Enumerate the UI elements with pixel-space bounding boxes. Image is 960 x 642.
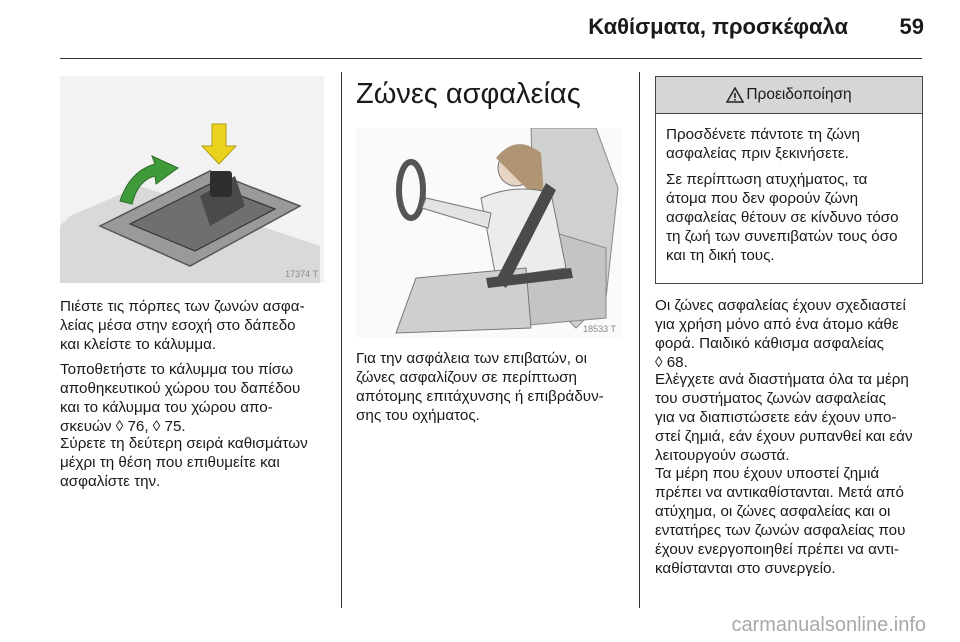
warning-triangle-icon [726, 87, 744, 103]
text-line: Τοποθετήστε το κάλυμμα του πίσω [60, 361, 294, 378]
page-header-title: Καθίσματα, προσκέφαλα [588, 14, 848, 39]
text-line: στεί ζημιά, εάν έχουν ρυπανθεί και εάν [655, 428, 913, 445]
right-paragraph-3 [655, 464, 931, 578]
text-line: ασφαλείας θέτουν σε κίνδυνο τόσο [666, 209, 899, 226]
text-line: ασφαλείας πριν ξεκινήσετε. [666, 145, 849, 162]
floor-cover-figure [60, 76, 324, 283]
text-line: και κλείστε το κάλυμμα. [60, 336, 217, 353]
middle-paragraph [356, 349, 628, 425]
right-paragraph-2 [655, 370, 931, 465]
left-paragraph-2 [60, 360, 332, 436]
text-line: πρέπει να αντικαθίστανται. Μετά από [655, 484, 904, 501]
text-line: για να διαπιστώσετε εάν έχουν υπο- [655, 409, 897, 426]
section-title: Ζώνες ασφαλείας [356, 78, 581, 110]
text-line: Προσδένετε πάντοτε τη ζώνη [666, 126, 860, 143]
warning-paragraph-1 [666, 125, 916, 163]
text-line: φορά. Παιδικό κάθισμα ασφαλείας [655, 335, 884, 352]
floor-cover-illustration [60, 76, 324, 283]
text-line: λειτουργούν σωστά. [655, 447, 790, 464]
text-line: μέχρι τη θέση που επιθυμείτε και [60, 454, 280, 471]
column-divider-left [341, 72, 342, 608]
text-line: του συστήματος ζωνών ασφαλείας [655, 390, 886, 407]
text-line: εντατήρες των ζωνών ασφαλείας που [655, 522, 906, 539]
text-line: σκευών ◊ 76, ◊ 75. [60, 418, 186, 435]
text-line: για χρήση μόνο από ένα άτομο κάθε [655, 316, 899, 333]
text-line: και τη δική τους. [666, 247, 775, 264]
text-line: ατύχημα, οι ζώνες ασφαλείας και οι [655, 503, 891, 520]
text-line: Ελέγχετε ανά διαστήματα όλα τα μέρη [655, 371, 909, 388]
text-line: Τα μέρη που έχουν υποστεί ζημιά [655, 465, 880, 482]
warning-paragraph-2 [666, 170, 916, 265]
text-line: άτομα που δεν φορούν ζώνη [666, 190, 859, 207]
text-line: Για την ασφάλεια των επιβατών, οι [356, 350, 587, 367]
text-line: και το κάλυμμα του χώρου απο- [60, 399, 273, 416]
page-number: 59 [899, 14, 924, 39]
text-line: ◊ 68. [655, 354, 688, 371]
text-line: Πιέστε τις πόρπες των ζωνών ασφα- [60, 298, 305, 315]
header-rule [60, 58, 922, 59]
text-line: σης του οχήματος. [356, 407, 480, 424]
seatbelt-figure [356, 128, 622, 338]
left-paragraph-3 [60, 434, 332, 491]
watermark: carmanualsonline.info [731, 614, 926, 636]
warning-title: Προειδοποίηση [746, 86, 852, 103]
left-paragraph-1 [60, 297, 332, 354]
column-divider-right [639, 72, 640, 608]
text-line: Οι ζώνες ασφαλείας έχουν σχεδιαστεί [655, 297, 906, 314]
text-line: έχουν ενεργοποιηθεί πρέπει να αντι- [655, 541, 899, 558]
text-line: ζώνες ασφαλίζουν σε περίπτωση [356, 369, 578, 386]
text-line: καθίστανται στο συνεργείο. [655, 560, 836, 577]
figure-code: 17374 T [285, 269, 318, 279]
text-line: λείας μέσα στην εσοχή στο δάπεδο [60, 317, 296, 334]
text-line: τη ζωή των συνεπιβατών τους όσο [666, 228, 898, 245]
text-line: Σύρετε τη δεύτερη σειρά καθισμάτων [60, 435, 308, 452]
text-line: ασφαλίστε την. [60, 473, 161, 490]
warning-box [655, 76, 923, 284]
right-paragraph-1 [655, 296, 931, 372]
text-line: Σε περίπτωση ατυχήματος, τα [666, 171, 868, 188]
figure-code: 18533 T [583, 324, 616, 334]
seatbelt-illustration [356, 128, 622, 338]
text-line: αποθηκευτικού χώρου του δαπέδου [60, 380, 301, 397]
warning-header [656, 77, 922, 114]
text-line: απότομης επιτάχυνσης ή επιβράδυν- [356, 388, 604, 405]
